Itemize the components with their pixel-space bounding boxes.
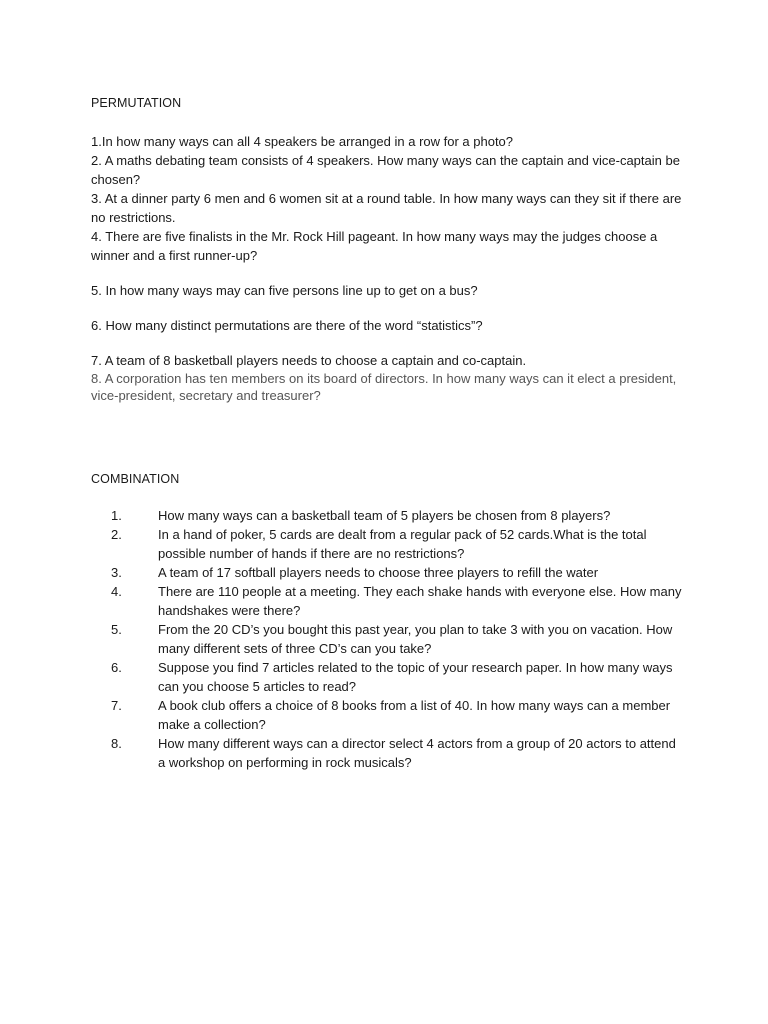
permutation-questions: [91, 132, 691, 404]
combination-item: [91, 658, 691, 696]
combination-item: [91, 582, 691, 620]
combination-item-number: 7.: [111, 698, 122, 713]
permutation-question-2: 2. A maths debating team consists of 4 speakers. How many ways can the captain and vice-captain be chosen?: [91, 153, 680, 187]
combination-item-text: There are 110 people at a meeting. They each shake hands with everyone else. How many handshakes were there?: [158, 584, 682, 618]
combination-item-number: 5.: [111, 622, 122, 637]
permutation-question-8: 8. A corporation has ten members on its board of directors. In how many ways can it elect a president, vice-president, secretary and treasurer?: [91, 371, 677, 403]
combination-item-text: How many ways can a basketball team of 5 players be chosen from 8 players?: [158, 508, 611, 523]
combination-item-number: 4.: [111, 584, 122, 599]
combination-item-text: In a hand of poker, 5 cards are dealt from a regular pack of 52 cards.What is the total possible number of hands if there are no restrictions?: [158, 527, 647, 561]
combination-list: [91, 506, 691, 772]
permutation-question-1: 1.In how many ways can all 4 speakers be arranged in a row for a photo?: [91, 134, 514, 149]
permutation-heading: PERMUTATION: [91, 96, 182, 110]
combination-item: [91, 620, 691, 658]
combination-item: [91, 563, 691, 582]
permutation-question-4: 4. There are five finalists in the Mr. Rock Hill pageant. In how many ways may the judges choose a winner and a first runner-up?: [91, 229, 658, 263]
combination-item-text: Suppose you find 7 articles related to the topic of your research paper. In how many ways can you choose 5 articles to read?: [158, 660, 673, 694]
combination-item: [91, 734, 691, 772]
combination-item-number: 2.: [111, 527, 122, 542]
combination-item: [91, 506, 691, 525]
combination-item-number: 8.: [111, 736, 122, 751]
permutation-question-7: 7. A team of 8 basketball players needs to choose a captain and co-captain.: [91, 353, 527, 368]
combination-item-text: How many different ways can a director select 4 actors from a group of 20 actors to attend a workshop on performing in rock musicals?: [158, 736, 676, 770]
permutation-question-5: 5. In how many ways may can five persons line up to get on a bus?: [91, 283, 478, 298]
permutation-question-6: 6. How many distinct permutations are there of the word “statistics”?: [91, 318, 483, 333]
combination-item-number: 1.: [111, 508, 122, 523]
combination-item-text: From the 20 CD’s you bought this past year, you plan to take 3 with you on vacation. How many different sets of three CD’s can you take?: [158, 622, 673, 656]
combination-item: [91, 696, 691, 734]
combination-item-number: 3.: [111, 565, 122, 580]
combination-item: [91, 525, 691, 563]
combination-item-text: A book club offers a choice of 8 books from a list of 40. In how many ways can a member make a collection?: [158, 698, 671, 732]
combination-item-number: 6.: [111, 660, 122, 675]
combination-heading: COMBINATION: [91, 472, 180, 486]
combination-item-text: A team of 17 softball players needs to choose three players to refill the water: [158, 565, 599, 580]
permutation-question-3: 3. At a dinner party 6 men and 6 women sit at a round table. In how many ways can they sit if there are no restrictions.: [91, 191, 682, 225]
